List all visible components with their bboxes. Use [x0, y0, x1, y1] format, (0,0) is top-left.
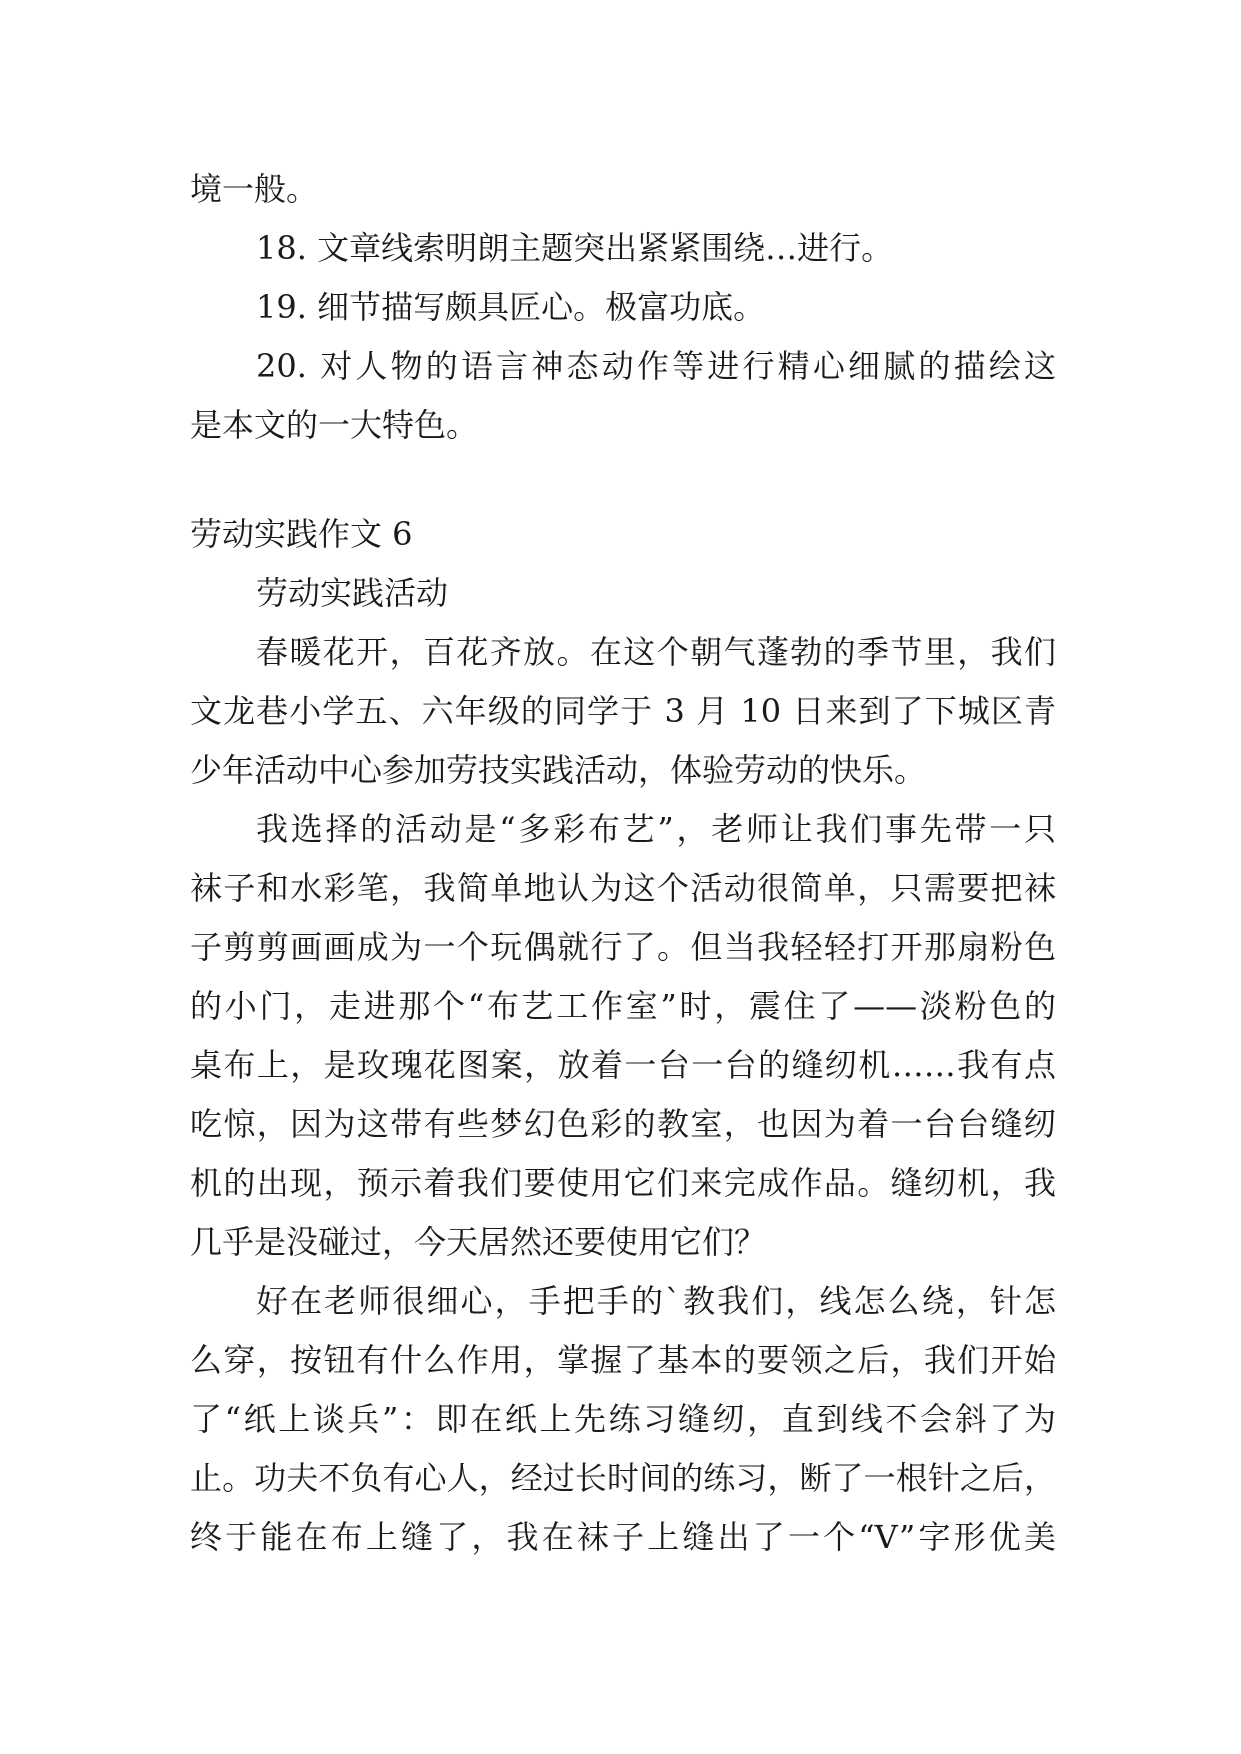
section-gap — [190, 455, 1056, 505]
paragraph-line: 终于能在布上缝了，我在袜子上缝出了一个“V”字形优美 — [190, 1518, 1056, 1556]
text-line: 是本文的一大特色。 — [190, 406, 479, 444]
essay-subtitle: 劳动实践活动 — [256, 574, 449, 612]
paragraph-line: 好在老师很细心，手把手的`教我们，线怎么绕，针怎 — [256, 1282, 1056, 1320]
paragraph-line: 么穿，按钮有什么作用，掌握了基本的要领之后，我们开始 — [190, 1341, 1056, 1379]
list-item: 18. 文章线索明朗主题突出紧紧围绕…进行。 — [256, 229, 894, 267]
paragraph-line: 吃惊，因为这带有些梦幻色彩的教室，也因为着一台台缝纫 — [190, 1105, 1056, 1143]
paragraph-line: 文龙巷小学五、六年级的同学于 3 月 10 日来到了下城区青 — [190, 692, 1056, 730]
text-line: 境一般。 — [190, 170, 319, 208]
paragraph-line: 袜子和水彩笔，我简单地认为这个活动很简单，只需要把袜 — [190, 869, 1056, 907]
paragraph-line: 的小门，走进那个“布艺工作室”时，震住了——淡粉色的 — [190, 987, 1056, 1025]
essay-heading: 劳动实践作文 6 — [190, 515, 413, 553]
paragraph-line: 止。功夫不负有心人，经过长时间的练习，断了一根针之后， — [190, 1459, 1056, 1497]
paragraph-line: 几乎是没碰过，今天居然还要使用它们？ — [190, 1223, 767, 1261]
list-item: 20. 对人物的语言神态动作等进行精心细腻的描绘这 — [256, 347, 1056, 385]
document-page — [190, 160, 1056, 1567]
paragraph-line: 子剪剪画画成为一个玩偶就行了。但当我轻轻打开那扇粉色 — [190, 928, 1056, 966]
paragraph-line: 春暖花开，百花齐放。在这个朝气蓬勃的季节里，我们 — [256, 633, 1056, 671]
list-item: 19. 细节描写颇具匠心。极富功底。 — [256, 288, 766, 326]
paragraph-line: 我选择的活动是“多彩布艺”，老师让我们事先带一只 — [256, 810, 1056, 848]
paragraph-line: 桌布上，是玫瑰花图案，放着一台一台的缝纫机……我有点 — [190, 1046, 1056, 1084]
paragraph-line: 少年活动中心参加劳技实践活动，体验劳动的快乐。 — [190, 751, 927, 789]
paragraph-line: 机的出现，预示着我们要使用它们来完成作品。缝纫机，我 — [190, 1164, 1056, 1202]
paragraph-line: 了“纸上谈兵”：即在纸上先练习缝纫，直到线不会斜了为 — [190, 1400, 1056, 1438]
